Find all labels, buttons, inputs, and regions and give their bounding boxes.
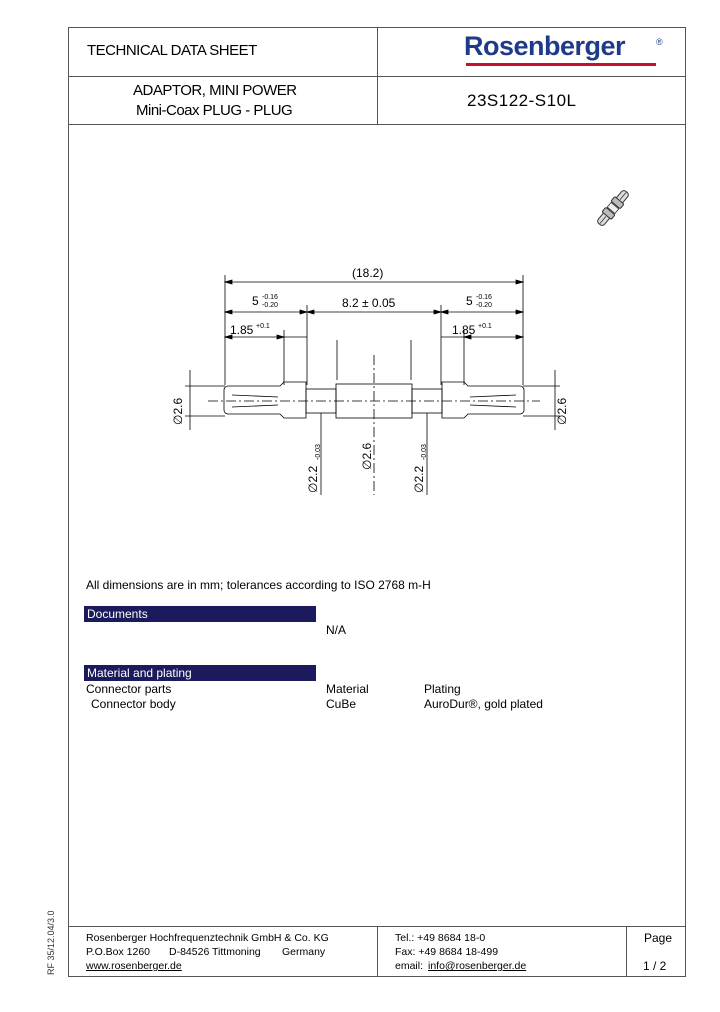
- footer-email-label: email:: [395, 960, 424, 972]
- dim-inset-right: 1.85: [452, 323, 476, 337]
- dimension-drawing: [150, 255, 590, 505]
- dim-center: 8.2 ± 0.05: [342, 296, 396, 310]
- rosenberger-logo: [464, 31, 666, 71]
- page-number: 1 / 2: [643, 959, 667, 973]
- dim-dia-groove-left: ∅2.2: [306, 465, 320, 493]
- logo-underline: [466, 63, 656, 66]
- dim-end-right-tol-low: -0.20: [476, 302, 492, 309]
- logo-registered-mark: ®: [656, 37, 663, 47]
- footer-col-divider-1: [377, 926, 378, 977]
- dim-end-left: 5: [252, 294, 259, 308]
- page-label: Page: [644, 931, 673, 945]
- col-plating: Plating: [424, 682, 461, 696]
- col-material: Material: [326, 682, 369, 696]
- adaptor-3d-thumbnail: [590, 182, 636, 234]
- footer-website-link[interactable]: www.rosenberger.de: [86, 960, 182, 972]
- footer-fax: Fax: +49 8684 18-499: [395, 946, 499, 958]
- footer-col-divider-2: [626, 926, 627, 977]
- dim-end-left-tol-up: -0.16: [262, 294, 278, 301]
- row-plating: AuroDur®, gold plated: [424, 697, 543, 711]
- dim-dia-right: ∅2.6: [555, 397, 569, 425]
- dim-end-left-tol-low: -0.20: [262, 302, 278, 309]
- footer-email-link[interactable]: info@rosenberger.de: [428, 960, 527, 972]
- footer-company: Rosenberger Hochfrequenztechnik GmbH & Co. KG: [86, 932, 329, 944]
- dim-overall: (18.2): [352, 266, 384, 280]
- footer-pobox: P.O.Box 1260: [86, 946, 151, 958]
- dim-inset-left-tol: +0.1: [256, 323, 270, 330]
- row-material: CuBe: [326, 697, 357, 711]
- col-connector-parts: Connector parts: [86, 682, 172, 696]
- row-part: Connector body: [91, 697, 176, 711]
- dim-dia-groove-right: ∅2.2: [412, 465, 426, 493]
- product-name: ADAPTOR, MINI POWER: [133, 82, 297, 99]
- dim-dia-left: ∅2.6: [171, 397, 185, 425]
- logo-text: Rosenberger: [464, 31, 626, 61]
- footer-tel: Tel.: +49 8684 18-0: [395, 932, 486, 944]
- product-subtitle: Mini-Coax PLUG - PLUG: [136, 102, 293, 119]
- dim-inset-left: 1.85: [230, 323, 254, 337]
- dim-groove-left-tol: -0.03: [315, 444, 322, 460]
- doc-type-title: TECHNICAL DATA SHEET: [87, 42, 257, 59]
- documents-heading: Documents: [84, 606, 316, 622]
- dim-dia-center: ∅2.6: [360, 442, 374, 470]
- documents-value: N/A: [326, 623, 347, 637]
- material-heading: Material and plating: [84, 665, 316, 681]
- dim-inset-right-tol: +0.1: [478, 323, 492, 330]
- dim-end-right: 5: [466, 294, 473, 308]
- dim-end-right-tol-up: -0.16: [476, 294, 492, 301]
- dim-groove-right-tol: -0.03: [421, 444, 428, 460]
- dimensions-note: All dimensions are in mm; tolerances according to ISO 2768 m-H: [86, 578, 431, 592]
- side-document-code: RF 35/12.04/3.0: [46, 910, 56, 975]
- part-number: 23S122-S10L: [467, 91, 577, 110]
- footer-address: D-84526 Tittmoning: [169, 946, 261, 958]
- header-column-divider: [377, 27, 378, 125]
- footer-country: Germany: [282, 946, 326, 958]
